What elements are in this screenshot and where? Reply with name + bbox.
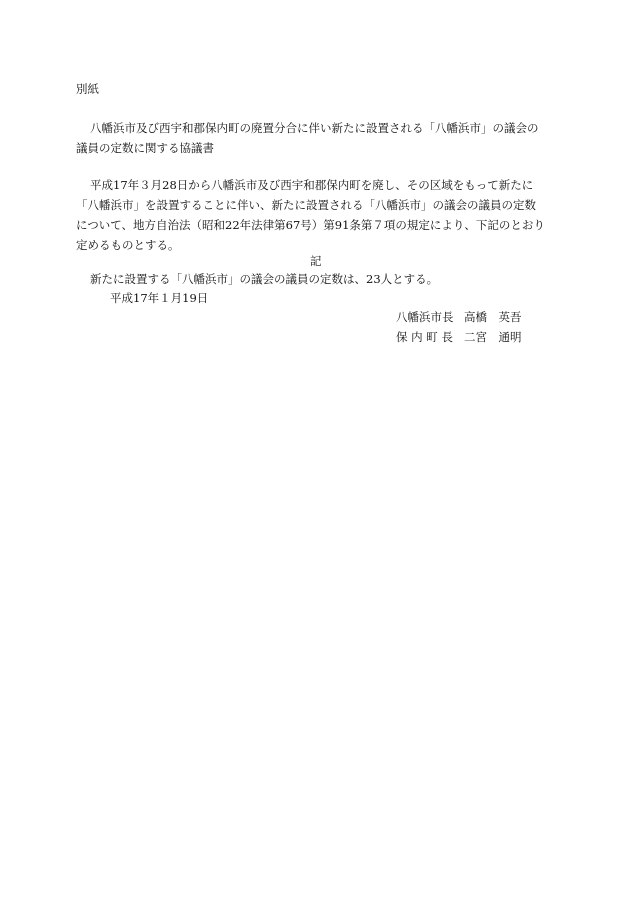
signer-yawatahama-mayor xyxy=(396,312,522,324)
title-line: 八幡浜市及び西宇和郡保内町の廃置分合に伴い新たに設置される「八幡浜市」の議会の xyxy=(90,121,539,135)
signer-role: 保 内 町 長 xyxy=(396,330,453,344)
body-line: 「八幡浜市」を設置することに伴い、新たに設置される「八幡浜市」の議会の議員の定数 xyxy=(76,198,536,212)
signer-name: 高橋 英吾 xyxy=(464,310,522,324)
body-line: 定めるものとする。 xyxy=(76,238,180,252)
signer-role: 八幡浜市長 xyxy=(396,310,454,324)
body-line: 平成17年３月28日から八幡浜市及び西宇和郡保内町を廃し、その区域をもって新たに xyxy=(90,178,534,192)
decision-text: 新たに設置する「八幡浜市」の議会の議員の定数は、23人とする。 xyxy=(90,272,439,286)
attachment-label: 別紙 xyxy=(76,82,99,96)
signer-name: 二宮 通明 xyxy=(464,330,522,344)
body-line: について、地方自治法（昭和22年法律第67号）第91条第７項の規定により、下記のとおり xyxy=(76,218,545,232)
signer-honai-mayor xyxy=(396,332,522,344)
title-line: 議員の定数に関する協議書 xyxy=(76,141,214,155)
document-body xyxy=(76,180,560,260)
document-title xyxy=(76,123,560,163)
document-date: 平成17年１月19日 xyxy=(110,291,209,305)
ki-heading: 記 xyxy=(310,254,322,268)
